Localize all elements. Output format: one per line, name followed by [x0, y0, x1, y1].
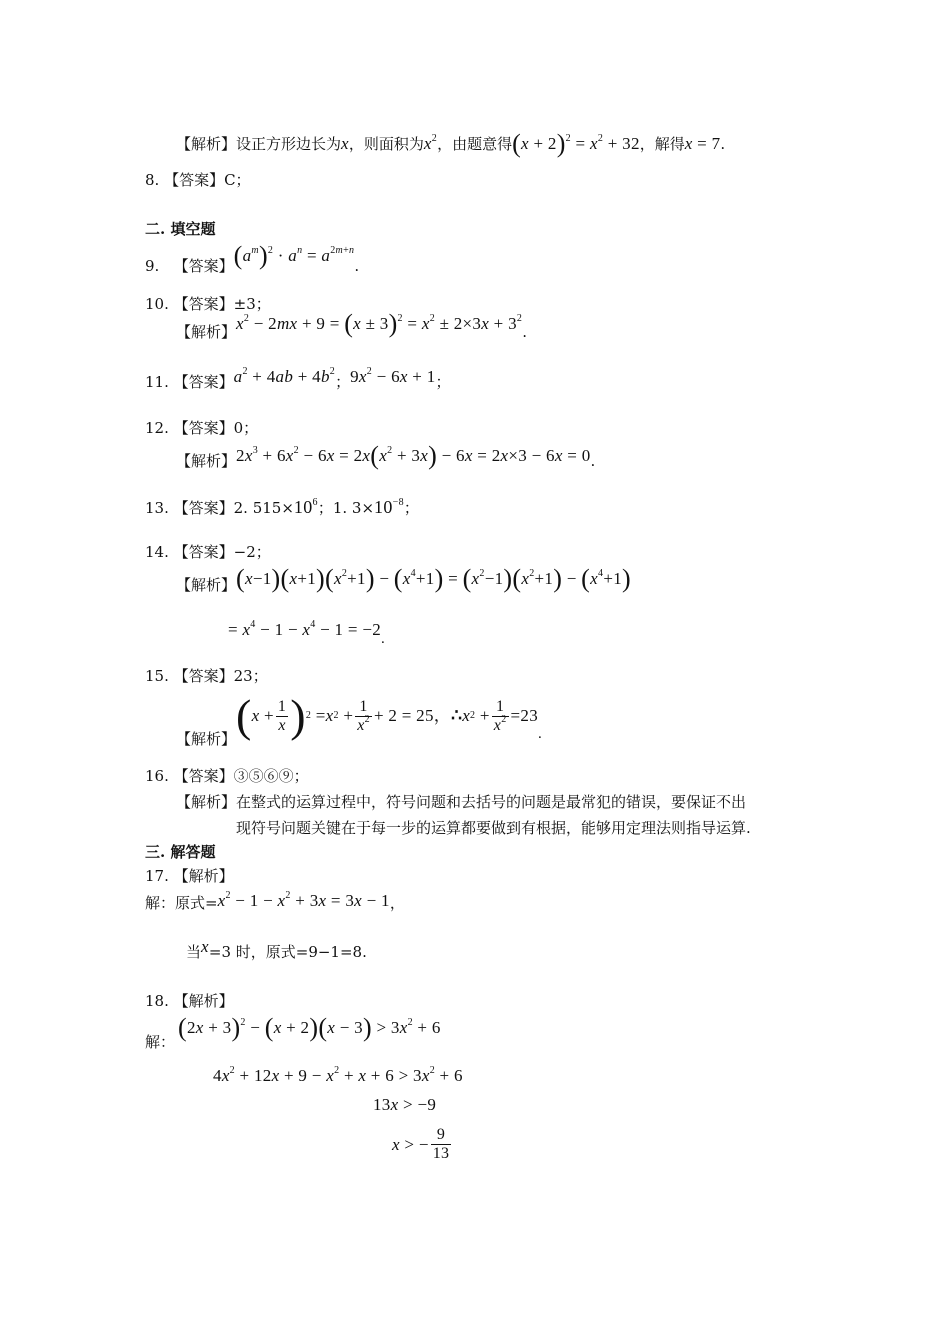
- analysis-14-cont: = $x^4 - 1 - x^4 - 1 = -2$.: [228, 619, 386, 647]
- section-solve: 三. 解答题: [145, 843, 216, 861]
- analysis-16: 【解析】在整式的运算过程中，符号问题和去括号的问题是最常犯的错误，要保证不出: [176, 793, 747, 811]
- analysis-17-head: 17. 【解析】: [145, 867, 234, 885]
- answer-11: 11. 【答案】$a^2 + 4ab + 4b^2$；$9x^2 - 6x + 1$；: [145, 366, 451, 391]
- answer-12: 12. 【答案】0；: [145, 419, 259, 437]
- analysis-7: 【解析】设正方形边长为x，则面积为$x^2$，由题意得$(x + 2)^2 = x^2 + 32$，解得x = 7.: [176, 129, 726, 158]
- analysis-18-step2: $4x^2 + 12x + 9 - x^2 + x + 6 > 3x^2 + 6$: [213, 1065, 463, 1085]
- analysis-18-head: 18. 【解析】: [145, 992, 234, 1010]
- section-fill-in: 二. 填空题: [145, 220, 216, 238]
- analysis-18-step4: x > − $\frac{9}{13}$: [392, 1126, 450, 1162]
- answer-10: 10. 【答案】±3；: [145, 295, 271, 313]
- solve-label-18: 解：: [145, 1033, 176, 1051]
- analysis-16-cont: 现符号问题关键在于每一步的运算都要做到有根据，能够用定理法则指导运算.: [236, 819, 751, 837]
- answer-9: 9. 【答案】$(a^m)^2 \cdot a^n = a^{2m+n}$.: [145, 241, 360, 275]
- analysis-18-step1: $(2x + 3)^2 - (x + 2)(x - 3) > 3x^2 + 6$: [178, 1013, 441, 1042]
- answer-8: 8. 【答案】C；: [145, 171, 251, 189]
- analysis-18-step3: 13x > −9: [373, 1095, 437, 1114]
- analysis-17: 解：原式$=x^2 - 1 - x^2 + 3x = 3x - 1$，: [145, 890, 405, 912]
- answer-13: 13. 【答案】2. $515\times 10^6$；1. $3\times 10^{-8}$；: [145, 497, 419, 517]
- analysis-14: 【解析】$(x-1)(x+1)(x^2+1) - (x^4+1) = (x^2-1)(x^2+1) - (x^4+1)$: [176, 564, 631, 594]
- answer-16: 16. 【答案】③⑤⑥⑨；: [145, 767, 309, 785]
- analysis-10: 【解析】$x^2 - 2mx + 9 = (x \pm 3)^2 = x^2 \pm 2\times 3x + 3^2$.: [176, 309, 527, 341]
- analysis-17-result: 当x=3 时，原式=9−1=8.: [186, 937, 367, 961]
- answer-14: 14. 【答案】−2；: [145, 543, 271, 561]
- analysis-12: 【解析】$2x^3 + 6x^2 - 6x = 2x(x^2 + 3x) - 6x = 2x\times 3 - 6x = 0$.: [176, 441, 596, 470]
- answer-15: 15. 【答案】23；: [145, 667, 268, 685]
